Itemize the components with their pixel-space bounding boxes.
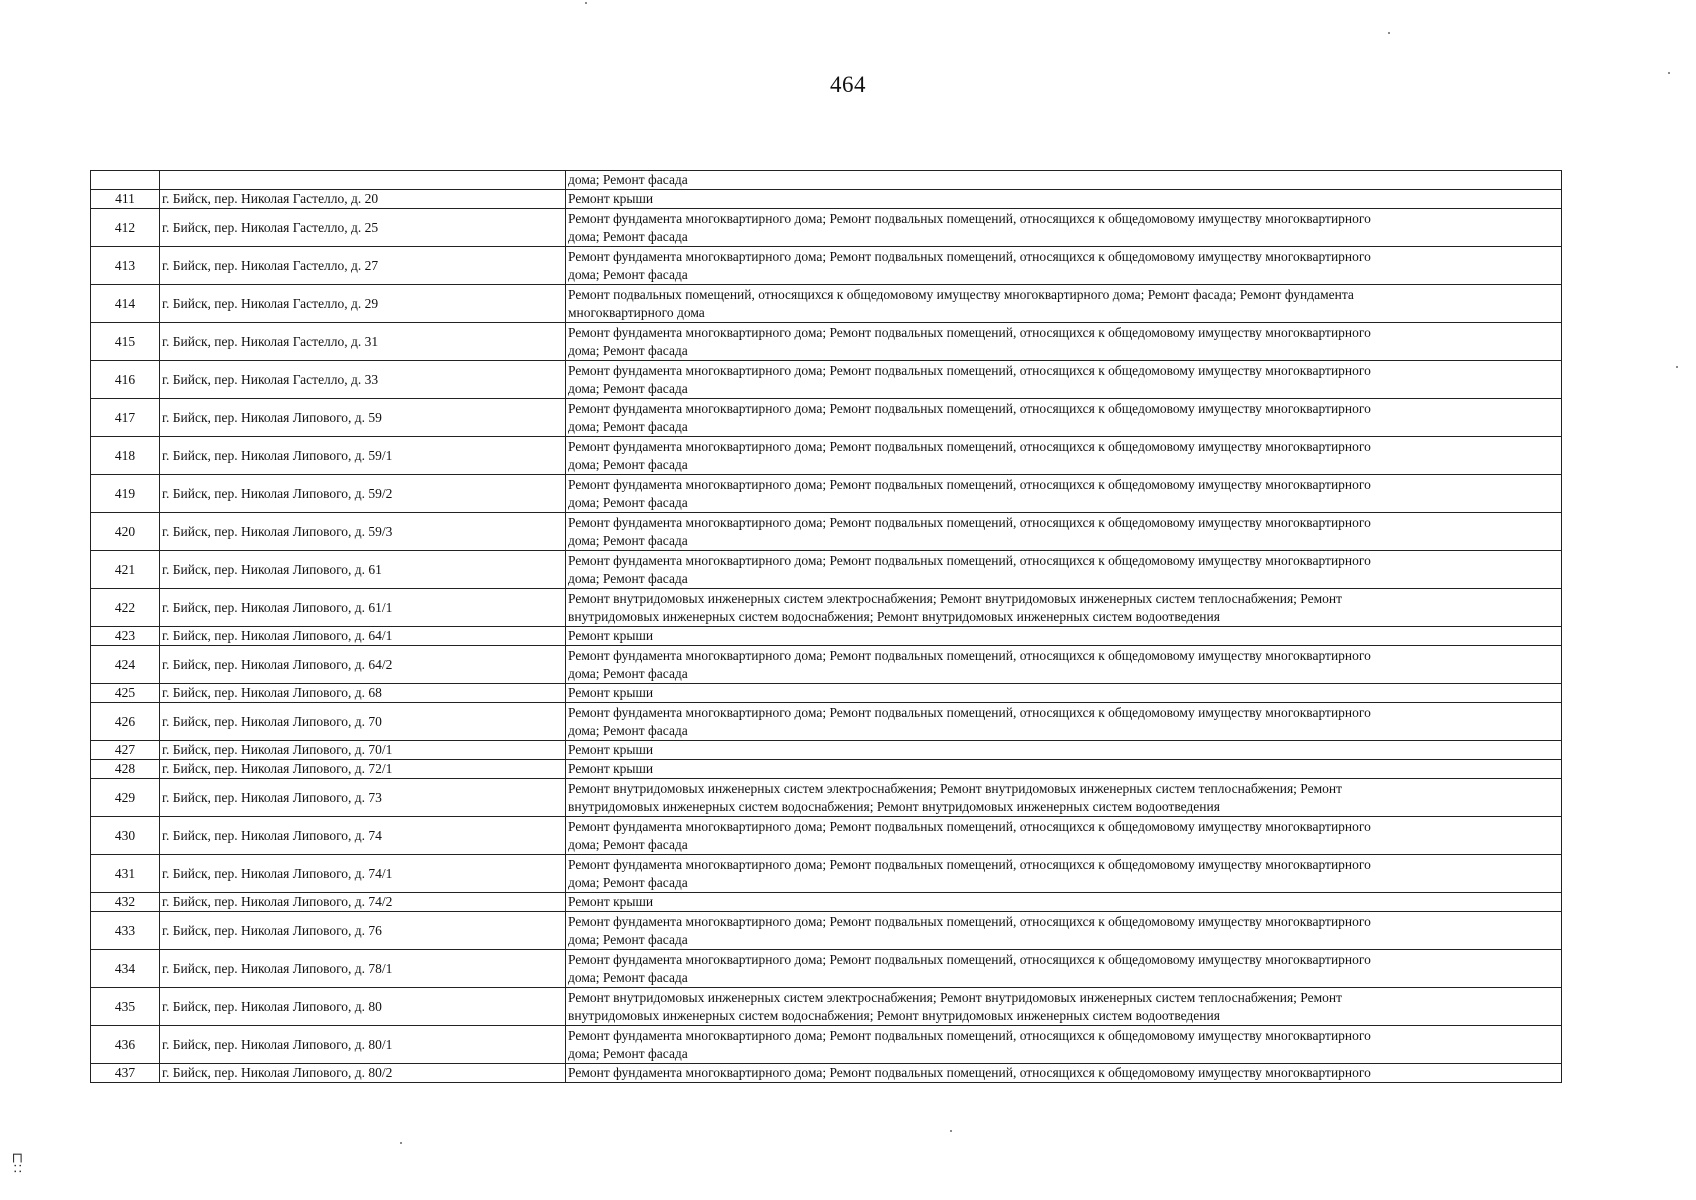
row-address: г. Бийск, пер. Николая Гастелло, д. 27 — [160, 247, 566, 285]
row-work-type: Ремонт внутридомовых инженерных систем электроснабжения; Ремонт внутридомовых инженерных систем теплоснабжения; Ремонт внутридомовых инженерных систем водоснабжения; Ремонт внутридомовых инженерных систем водоотведения — [566, 779, 1562, 817]
row-work-type: Ремонт крыши — [566, 627, 1562, 646]
row-work-type: Ремонт внутридомовых инженерных систем электроснабжения; Ремонт внутридомовых инженерных систем теплоснабжения; Ремонт внутридомовых инженерных систем водоснабжения; Ремонт внутридомовых инженерных систем водоотведения — [566, 589, 1562, 627]
row-work-type: Ремонт фундамента многоквартирного дома; Ремонт подвальных помещений, относящихся к общедомовому имуществу многоквартирного дома; Ремонт фасада — [566, 912, 1562, 950]
row-work-type: Ремонт фундамента многоквартирного дома; Ремонт подвальных помещений, относящихся к общедомовому имуществу многоквартирного дома; Ремонт фасада — [566, 855, 1562, 893]
row-address: г. Бийск, пер. Николая Гастелло, д. 29 — [160, 285, 566, 323]
row-number: 428 — [91, 760, 160, 779]
table-row — [91, 646, 1562, 684]
page-number: 464 — [830, 72, 866, 97]
table-row — [91, 171, 1562, 190]
row-address: г. Бийск, пер. Николая Липового, д. 74/1 — [160, 855, 566, 893]
table-row — [91, 988, 1562, 1026]
table-row — [91, 513, 1562, 551]
row-number: 430 — [91, 817, 160, 855]
scan-speck — [1388, 32, 1390, 34]
row-number: 431 — [91, 855, 160, 893]
row-number: 419 — [91, 475, 160, 513]
table-row — [91, 475, 1562, 513]
row-number — [91, 171, 160, 190]
row-number: 412 — [91, 209, 160, 247]
table-row — [91, 285, 1562, 323]
row-address: г. Бийск, пер. Николая Липового, д. 64/1 — [160, 627, 566, 646]
row-address: г. Бийск, пер. Николая Липового, д. 80 — [160, 988, 566, 1026]
row-number: 426 — [91, 703, 160, 741]
row-work-type: Ремонт подвальных помещений, относящихся к общедомовому имуществу многоквартирного дома; Ремонт фасада; Ремонт фундамента многоквартирного дома — [566, 285, 1562, 323]
row-work-type: дома; Ремонт фасада — [566, 171, 1562, 190]
margin-scan-mark: ⊏∷ — [8, 1152, 24, 1173]
row-address: г. Бийск, пер. Николая Липового, д. 61/1 — [160, 589, 566, 627]
table-row — [91, 779, 1562, 817]
row-number: 424 — [91, 646, 160, 684]
row-number: 418 — [91, 437, 160, 475]
row-address: г. Бийск, пер. Николая Липового, д. 68 — [160, 684, 566, 703]
row-address: г. Бийск, пер. Николая Гастелло, д. 25 — [160, 209, 566, 247]
row-work-type: Ремонт фундамента многоквартирного дома; Ремонт подвальных помещений, относящихся к общедомовому имуществу многоквартирного дома; Ремонт фасада — [566, 551, 1562, 589]
row-number: 432 — [91, 893, 160, 912]
row-work-type: Ремонт фундамента многоквартирного дома; Ремонт подвальных помещений, относящихся к общедомовому имуществу многоквартирного дома; Ремонт фасада — [566, 361, 1562, 399]
row-work-type: Ремонт фундамента многоквартирного дома; Ремонт подвальных помещений, относящихся к общедомовому имуществу многоквартирного дома; Ремонт фасада — [566, 437, 1562, 475]
row-work-type: Ремонт фундамента многоквартирного дома; Ремонт подвальных помещений, относящихся к общедомовому имуществу многоквартирного дома; Ремонт фасада — [566, 399, 1562, 437]
scan-speck — [585, 2, 587, 4]
scan-speck — [1676, 366, 1678, 368]
row-address: г. Бийск, пер. Николая Липового, д. 78/1 — [160, 950, 566, 988]
repair-registry-table — [90, 170, 1562, 1083]
table-row — [91, 912, 1562, 950]
row-number: 420 — [91, 513, 160, 551]
row-address: г. Бийск, пер. Николая Липового, д. 80/1 — [160, 1026, 566, 1064]
row-address: г. Бийск, пер. Николая Липового, д. 72/1 — [160, 760, 566, 779]
row-work-type: Ремонт фундамента многоквартирного дома; Ремонт подвальных помещений, относящихся к общедомовому имуществу многоквартирного дома; Ремонт фасада — [566, 703, 1562, 741]
row-address: г. Бийск, пер. Николая Гастелло, д. 31 — [160, 323, 566, 361]
row-number: 421 — [91, 551, 160, 589]
row-work-type: Ремонт внутридомовых инженерных систем электроснабжения; Ремонт внутридомовых инженерных систем теплоснабжения; Ремонт внутридомовых инженерных систем водоснабжения; Ремонт внутридомовых инженерных систем водоотведения — [566, 988, 1562, 1026]
row-address: г. Бийск, пер. Николая Гастелло, д. 20 — [160, 190, 566, 209]
table-row — [91, 703, 1562, 741]
row-number: 423 — [91, 627, 160, 646]
table-row — [91, 190, 1562, 209]
row-address: г. Бийск, пер. Николая Липового, д. 80/2 — [160, 1064, 566, 1083]
row-work-type: Ремонт фундамента многоквартирного дома; Ремонт подвальных помещений, относящихся к общедомовому имуществу многоквартирного дома; Ремонт фасада — [566, 1026, 1562, 1064]
scan-speck — [950, 1130, 952, 1132]
row-number: 413 — [91, 247, 160, 285]
row-address: г. Бийск, пер. Николая Липового, д. 74/2 — [160, 893, 566, 912]
row-address: г. Бийск, пер. Николая Липового, д. 59 — [160, 399, 566, 437]
row-number: 422 — [91, 589, 160, 627]
row-work-type: Ремонт фундамента многоквартирного дома; Ремонт подвальных помещений, относящихся к общедомовому имуществу многоквартирного дома; Ремонт фасада — [566, 323, 1562, 361]
row-address: г. Бийск, пер. Николая Липового, д. 73 — [160, 779, 566, 817]
table-row — [91, 247, 1562, 285]
table-row — [91, 323, 1562, 361]
row-address: г. Бийск, пер. Николая Липового, д. 59/2 — [160, 475, 566, 513]
table-row — [91, 893, 1562, 912]
row-number: 411 — [91, 190, 160, 209]
row-number: 434 — [91, 950, 160, 988]
row-address: г. Бийск, пер. Николая Липового, д. 64/2 — [160, 646, 566, 684]
row-number: 433 — [91, 912, 160, 950]
row-work-type: Ремонт фундамента многоквартирного дома; Ремонт подвальных помещений, относящихся к общедомовому имуществу многоквартирного дома; Ремонт фасада — [566, 209, 1562, 247]
row-number: 415 — [91, 323, 160, 361]
row-work-type: Ремонт крыши — [566, 741, 1562, 760]
table-row — [91, 589, 1562, 627]
row-number: 416 — [91, 361, 160, 399]
table-row — [91, 760, 1562, 779]
row-number: 414 — [91, 285, 160, 323]
row-work-type: Ремонт фундамента многоквартирного дома; Ремонт подвальных помещений, относящихся к общедомовому имуществу многоквартирного дома; Ремонт фасада — [566, 950, 1562, 988]
row-address: г. Бийск, пер. Николая Липового, д. 61 — [160, 551, 566, 589]
row-work-type: Ремонт крыши — [566, 893, 1562, 912]
row-address: г. Бийск, пер. Николая Липового, д. 59/3 — [160, 513, 566, 551]
table-row — [91, 741, 1562, 760]
row-work-type: Ремонт крыши — [566, 684, 1562, 703]
table-row — [91, 950, 1562, 988]
row-work-type: Ремонт фундамента многоквартирного дома; Ремонт подвальных помещений, относящихся к общедомовому имуществу многоквартирного дома; Ремонт фасада — [566, 475, 1562, 513]
table-row — [91, 209, 1562, 247]
row-address: г. Бийск, пер. Николая Липового, д. 76 — [160, 912, 566, 950]
row-work-type: Ремонт фундамента многоквартирного дома; Ремонт подвальных помещений, относящихся к общедомовому имуществу многоквартирного дома; Ремонт фасада — [566, 817, 1562, 855]
row-address — [160, 171, 566, 190]
row-number: 437 — [91, 1064, 160, 1083]
row-number: 425 — [91, 684, 160, 703]
row-work-type: Ремонт крыши — [566, 760, 1562, 779]
row-work-type: Ремонт фундамента многоквартирного дома; Ремонт подвальных помещений, относящихся к общедомовому имуществу многоквартирного дома; Ремонт фасада — [566, 646, 1562, 684]
row-number: 435 — [91, 988, 160, 1026]
row-work-type: Ремонт фундамента многоквартирного дома; Ремонт подвальных помещений, относящихся к общедомовому имуществу многоквартирного дома; Ремонт фасада — [566, 247, 1562, 285]
registry-body — [91, 171, 1562, 1083]
row-number: 417 — [91, 399, 160, 437]
table-row — [91, 361, 1562, 399]
table-row — [91, 684, 1562, 703]
row-address: г. Бийск, пер. Николая Липового, д. 70/1 — [160, 741, 566, 760]
row-number: 429 — [91, 779, 160, 817]
row-number: 436 — [91, 1026, 160, 1064]
table-row — [91, 1064, 1562, 1083]
row-address: г. Бийск, пер. Николая Липового, д. 59/1 — [160, 437, 566, 475]
row-number: 427 — [91, 741, 160, 760]
row-address: г. Бийск, пер. Николая Липового, д. 74 — [160, 817, 566, 855]
scan-speck — [1668, 72, 1670, 74]
table-row — [91, 399, 1562, 437]
table-row — [91, 437, 1562, 475]
row-work-type: Ремонт фундамента многоквартирного дома; Ремонт подвальных помещений, относящихся к общедомовому имуществу многоквартирного — [566, 1064, 1562, 1083]
row-work-type: Ремонт фундамента многоквартирного дома; Ремонт подвальных помещений, относящихся к общедомовому имуществу многоквартирного дома; Ремонт фасада — [566, 513, 1562, 551]
row-work-type: Ремонт крыши — [566, 190, 1562, 209]
table-row — [91, 627, 1562, 646]
table-row — [91, 1026, 1562, 1064]
table-row — [91, 551, 1562, 589]
table-row — [91, 855, 1562, 893]
row-address: г. Бийск, пер. Николая Липового, д. 70 — [160, 703, 566, 741]
table-row — [91, 817, 1562, 855]
scan-speck — [400, 1142, 402, 1144]
row-address: г. Бийск, пер. Николая Гастелло, д. 33 — [160, 361, 566, 399]
